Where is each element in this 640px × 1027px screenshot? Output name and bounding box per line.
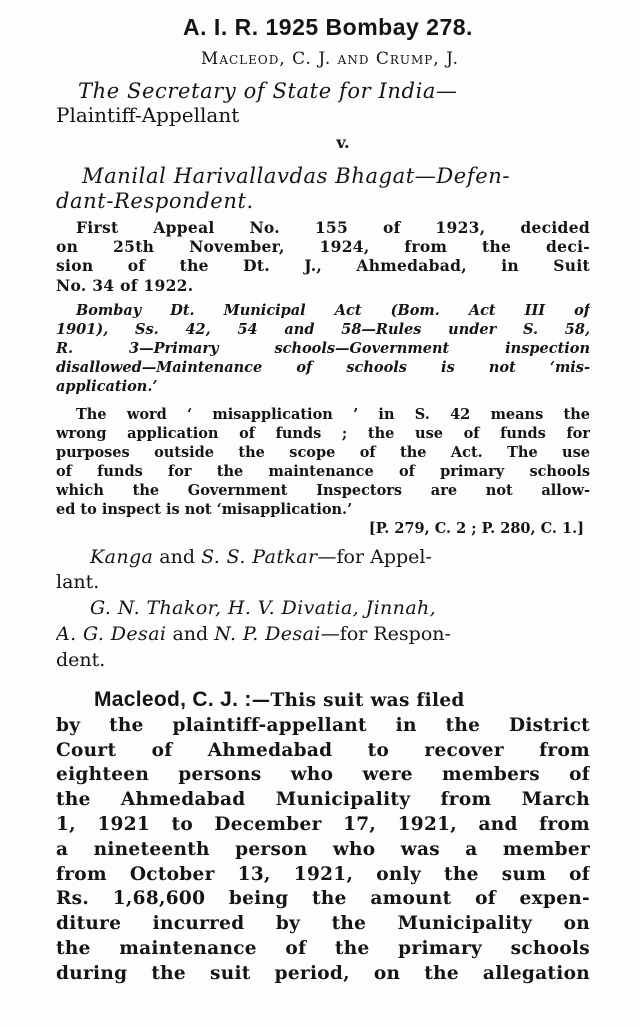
plaintiff-name: The Secretary of State for India— [78,79,458,104]
headnote-line: application.’ [56,378,158,396]
headnote-line: Bombay Dt. Municipal Act (Bom. Act III of [76,301,590,319]
appeal-line: No. 34 of 1922. [56,275,194,295]
judgment-body [56,686,590,987]
judgment-line: a nineteenth person who was a member [56,838,590,860]
plaintiff-role: Plaintiff-Appellant [56,103,240,127]
appellant-counsel: Kanga and S. S. Patkar—for Appel- [90,545,432,568]
judgment-line: from October 13, 1921, only the sum of [56,863,590,885]
respondent-counsel-cont: dent. [56,648,106,671]
plaintiff-block [56,79,590,127]
headnote-line: R. 3—Primary schools—Government inspection [56,340,590,358]
judgment-first-line: Macleod, C. J. :—This suit was filed [94,687,465,711]
appellant-counsel-cont: lant. [56,571,100,594]
judgment-line: Court of Ahmedabad to recover from [56,739,590,761]
respondent-counsel-2: A. G. Desai and N. P. Desai—for Respon- [56,623,451,646]
summary-line: wrong application of funds ; the use of funds for [56,425,590,443]
defendant-block [56,164,590,214]
judgment-line: the Ahmedabad Municipality from March [56,789,590,811]
summary-line: purposes outside the scope of the Act. The use [56,444,590,462]
summary-line: ed to inspect is not ‘misapplication.’ [56,500,353,518]
defendant-name: Manilal Harivallavdas Bhagat—Defen- [82,164,511,189]
judgment-line: diture incurred by the Municipality on [56,913,590,935]
judge-name: Macleod, C. J. : [94,687,252,711]
counsel-block [56,545,590,674]
appeal-line: First Appeal No. 155 of 1923, decided [76,217,590,237]
judgment-line: eighteen persons who were members of [56,764,590,786]
judgment-line: by the plaintiff-appellant in the District [56,714,590,736]
summary [56,406,590,519]
headnote-line: disallowed—Maintenance of schools is not ‘mis- [56,359,590,377]
defendant-role: dant-Respondent. [56,189,254,214]
appeal-line: sion of the Dt. J., Ahmedabad, in Suit [56,256,590,276]
case-citation: A. I. R. 1925 Bombay 278. [183,14,473,40]
summary-line: of funds for the maintenance of primary schools [56,462,590,480]
judgment-line: during the suit period, on the allegation [56,962,590,984]
summary-line: The word ‘ misapplication ’ in S. 42 means the [76,406,590,424]
headnote [56,301,590,397]
page-reference: [P. 279, C. 2 ; P. 280, C. 1.] [368,519,584,537]
appeal-details [56,218,590,295]
bench: Macleod, C. J. and Crump, J. [200,49,460,70]
judgment-line: the maintenance of the primary schools [56,937,590,959]
judgment-line: 1, 1921 to December 17, 1921, and from [56,814,590,835]
appeal-line: on 25th November, 1924, from the deci- [56,237,590,257]
respondent-counsel: G. N. Thakor, H. V. Divatia, Jinnah, [90,597,437,620]
versus: v. [336,133,350,152]
summary-line: which the Government Inspectors are not allow- [56,481,590,499]
judgment-line: Rs. 1,68,600 being the amount of expen- [56,888,590,910]
headnote-line: 1901), Ss. 42, 54 and 58—Rules under S. 58, [56,320,590,338]
